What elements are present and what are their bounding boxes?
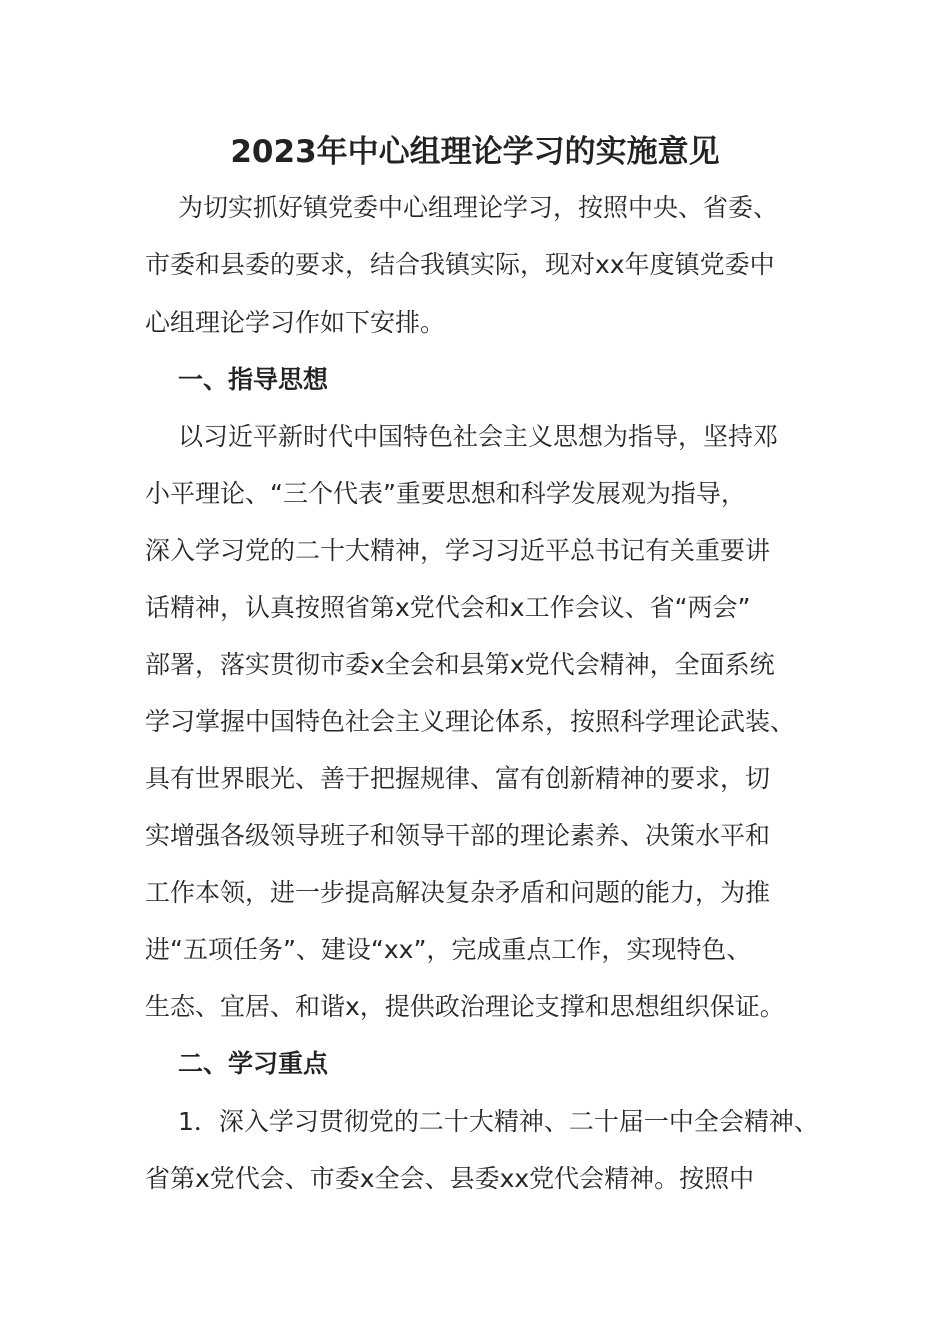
paragraph-line: 实增强各级领导班子和领导干部的理论素养、决策水平和 (145, 821, 771, 850)
paragraph-line: 1．深入学习贯彻党的二十大精神、二十届一中全会精神、 (178, 1107, 819, 1136)
paragraph-line: 进“五项任务”、建设“xx”，完成重点工作，实现特色、 (145, 935, 752, 964)
paragraph-line: 话精神，认真按照省第x党代会和x工作会议、省“两会” (145, 593, 751, 622)
paragraph-line: 深入学习党的二十大精神，学习习近平总书记有关重要讲 (145, 536, 771, 565)
paragraph-line: 市委和县委的要求，结合我镇实际，现对xx年度镇党委中 (145, 250, 775, 279)
section-heading: 二、学习重点 (178, 1049, 329, 1078)
paragraph-line: 心组理论学习作如下安排。 (145, 308, 446, 337)
paragraph-line: 工作本领，进一步提高解决复杂矛盾和问题的能力，为推 (145, 878, 771, 907)
document-title: 2023年中心组理论学习的实施意见 (230, 134, 720, 170)
section-heading: 一、指导思想 (178, 365, 329, 394)
paragraph-line: 以习近平新时代中国特色社会主义思想为指导，坚持邓 (178, 422, 779, 451)
paragraph-line: 为切实抓好镇党委中心组理论学习，按照中央、省委、 (178, 193, 779, 222)
paragraph-line: 小平理论、“三个代表”重要思想和科学发展观为指导， (145, 479, 746, 508)
paragraph-line: 省第x党代会、市委x全会、县委xx党代会精神。按照中 (145, 1164, 755, 1193)
paragraph-line: 学习掌握中国特色社会主义理论体系，按照科学理论武装、 (145, 707, 796, 736)
paragraph-line: 生态、宜居、和谐x，提供政治理论支撑和思想组织保证。 (145, 992, 785, 1021)
paragraph-line: 具有世界眼光、善于把握规律、富有创新精神的要求，切 (145, 764, 771, 793)
paragraph-line: 部署，落实贯彻市委x全会和县第x党代会精神，全面系统 (145, 650, 775, 679)
